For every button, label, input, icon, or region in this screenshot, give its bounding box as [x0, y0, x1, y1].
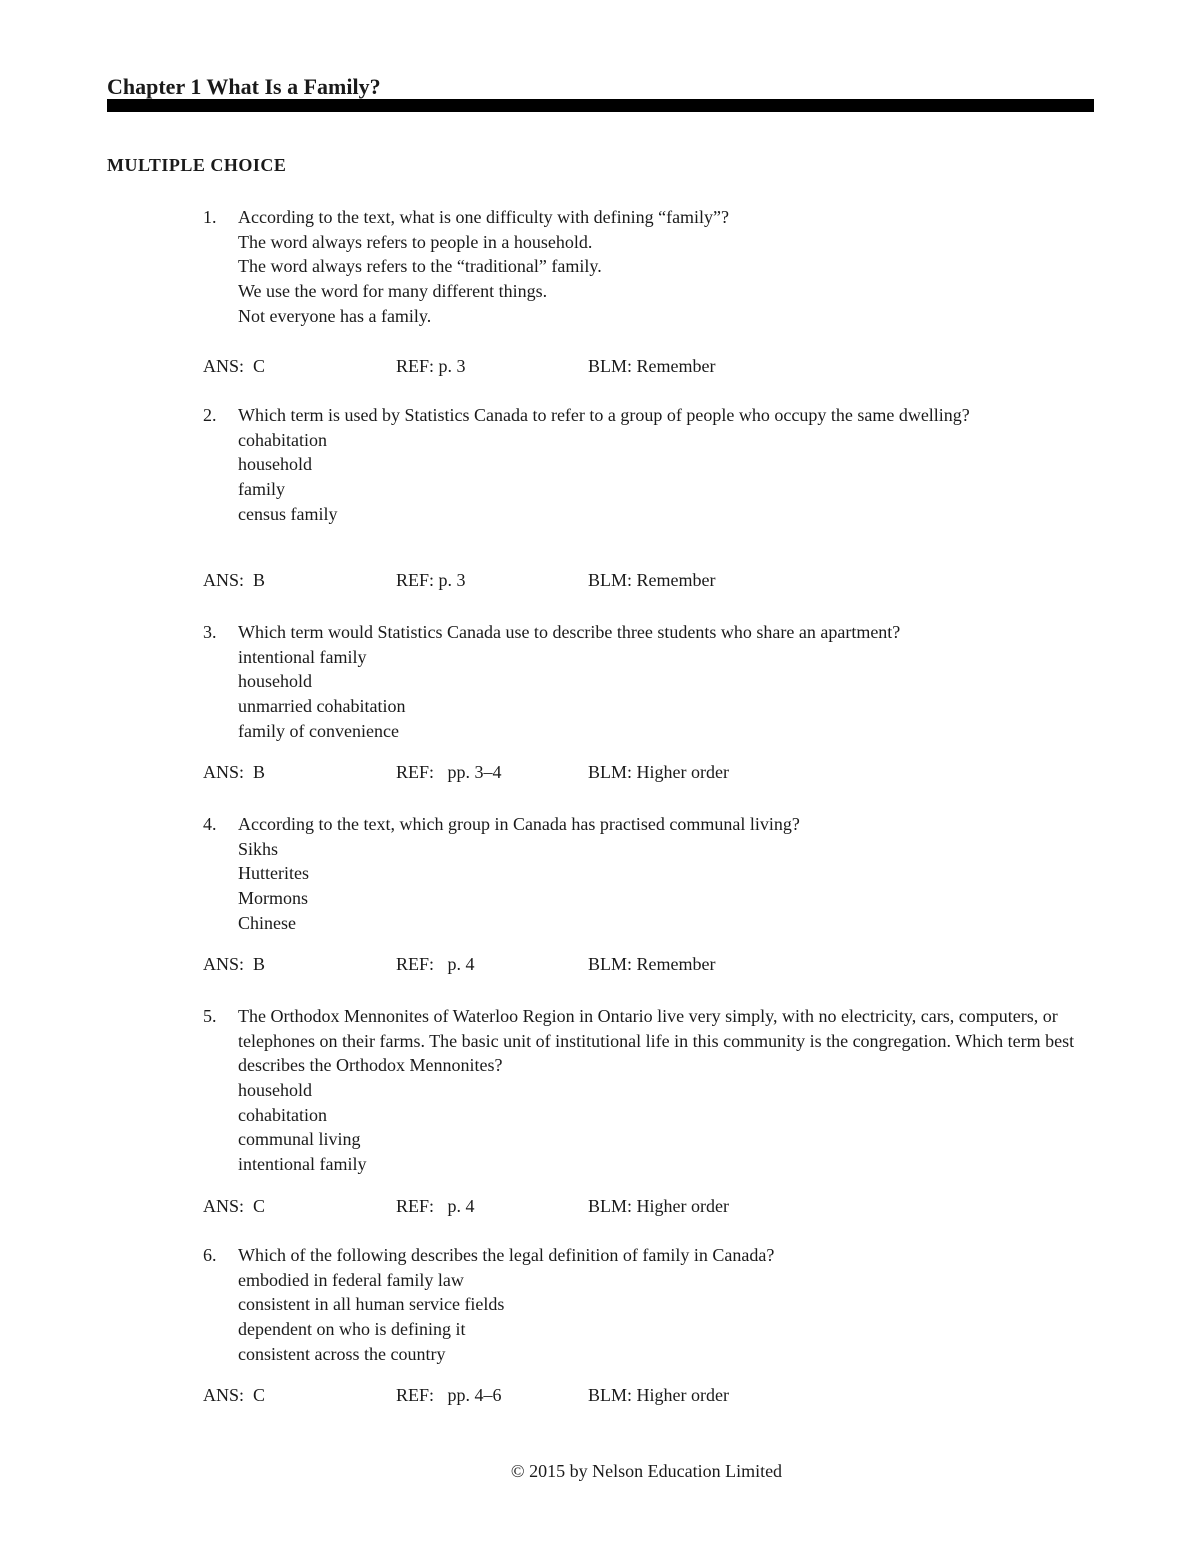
answer-option: family of convenience	[238, 720, 399, 741]
answer-key: ANS: C	[203, 1385, 266, 1405]
answer-key-row	[203, 568, 903, 592]
answer-option: communal living	[238, 1129, 361, 1150]
question-stem: Which term would Statistics Canada use to describe three students who share an apartment?	[238, 622, 901, 642]
answer-key: ANS: B	[203, 954, 266, 974]
question-number: 1.	[203, 207, 217, 227]
question-6	[203, 1243, 1098, 1367]
question-number: 4.	[203, 814, 217, 834]
blm-level: BLM: Remember	[588, 570, 716, 590]
section-heading: MULTIPLE CHOICE	[107, 155, 287, 175]
answer-option: intentional family	[238, 646, 367, 667]
answer-key-row	[203, 760, 903, 784]
blm-level: BLM: Higher order	[588, 1385, 729, 1405]
blm-level: BLM: Remember	[588, 954, 716, 974]
question-stem: According to the text, what is one difficulty with defining “family”?	[238, 207, 730, 227]
blm-level: BLM: Remember	[588, 356, 716, 376]
chapter-title: Chapter 1 What Is a Family?	[107, 74, 381, 99]
answer-option: The word always refers to people in a household.	[238, 231, 593, 252]
page-reference: REF: pp. 4–6	[396, 1385, 502, 1405]
question-1	[203, 205, 1098, 329]
answer-option: unmarried cohabitation	[238, 696, 406, 717]
answer-option: The word always refers to the “traditional” family.	[238, 256, 602, 277]
answer-option: Mormons	[238, 888, 309, 909]
answer-key: ANS: C	[203, 356, 266, 376]
question-number: 2.	[203, 405, 217, 425]
answer-option: household	[238, 1079, 312, 1100]
answer-option: consistent across the country	[238, 1343, 446, 1364]
answer-key: ANS: B	[203, 762, 266, 782]
page-reference: REF: p. 3	[396, 356, 466, 376]
answer-option: We use the word for many different things.	[238, 281, 548, 302]
answer-option: cohabitation	[238, 1104, 327, 1125]
question-5	[203, 1004, 1098, 1177]
question-4	[203, 812, 1098, 936]
page-reference: REF: pp. 3–4	[396, 762, 502, 782]
answer-key-row	[203, 1383, 903, 1407]
copyright-footer: © 2015 by Nelson Education Limited	[510, 1461, 783, 1481]
answer-option: intentional family	[238, 1154, 367, 1175]
blm-level: BLM: Higher order	[588, 1196, 729, 1216]
answer-key: ANS: C	[203, 1196, 266, 1216]
answer-option: Chinese	[238, 912, 296, 933]
question-2	[203, 403, 1098, 527]
answer-option: Hutterites	[238, 863, 309, 884]
question-3	[203, 620, 1098, 744]
question-stem: Which term is used by Statistics Canada to refer to a group of people who occupy the same dwelling?	[238, 405, 970, 425]
answer-key: ANS: B	[203, 570, 266, 590]
answer-key-row	[203, 952, 903, 976]
answer-option: census family	[238, 503, 338, 524]
question-number: 6.	[203, 1245, 217, 1265]
question-stem: According to the text, which group in Canada has practised communal living?	[238, 814, 800, 834]
answer-key-row	[203, 1194, 903, 1218]
answer-option: family	[238, 479, 285, 500]
question-stem: Which of the following describes the legal definition of family in Canada?	[238, 1245, 775, 1265]
question-stem: The Orthodox Mennonites of Waterloo Region in Ontario live very simply, with no electricity, cars, computers, or telephones on their farms. The basic unit of institutional life in this community is the congregation. Which term best describes the Orthodox Mennonites?	[238, 1006, 1075, 1076]
question-number: 5.	[203, 1006, 217, 1026]
answer-option: cohabitation	[238, 429, 327, 450]
title-rule	[107, 99, 1094, 112]
answer-option: household	[238, 671, 312, 692]
answer-option: household	[238, 454, 312, 475]
answer-key-row	[203, 354, 903, 378]
answer-option: Not everyone has a family.	[238, 305, 432, 326]
page-reference: REF: p. 3	[396, 570, 466, 590]
answer-option: Sikhs	[238, 838, 279, 859]
answer-option: consistent in all human service fields	[238, 1294, 505, 1315]
blm-level: BLM: Higher order	[588, 762, 729, 782]
answer-option: embodied in federal family law	[238, 1269, 464, 1290]
page-reference: REF: p. 4	[396, 1196, 475, 1216]
page-reference: REF: p. 4	[396, 954, 475, 974]
answer-option: dependent on who is defining it	[238, 1319, 466, 1340]
question-number: 3.	[203, 622, 217, 642]
